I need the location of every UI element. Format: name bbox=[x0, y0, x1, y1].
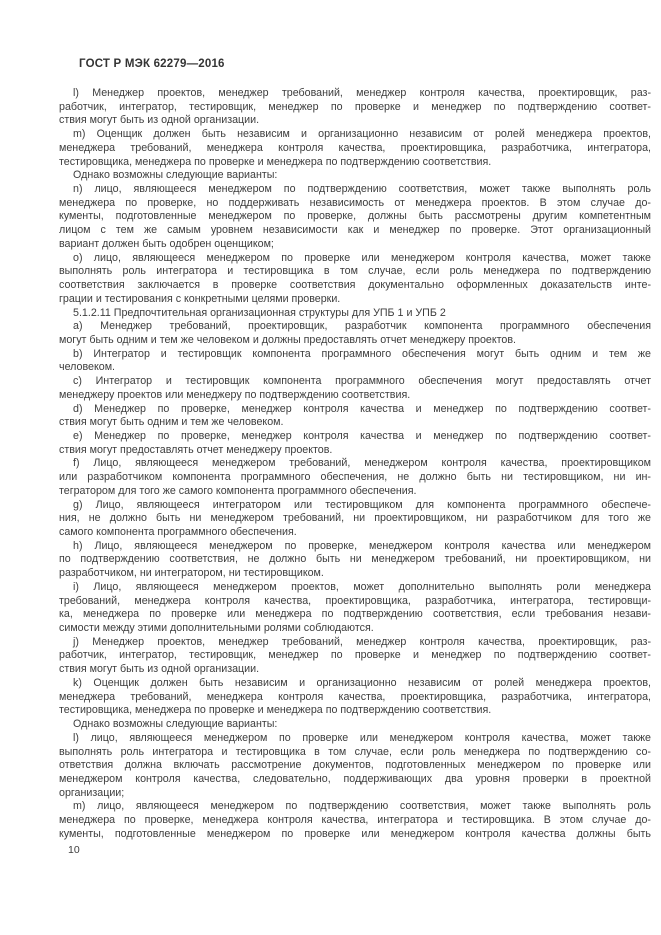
text-line: разработчиком, ни интегратором, ни тестировщиком. bbox=[59, 567, 324, 580]
text-line: могут быть одним и тем же человеком и должны предоставлять отчет менеджеру проектов. bbox=[59, 333, 516, 346]
text-line: a) Менеджер требований, проектировщик, разработчик компонента программного обеспечения bbox=[73, 320, 651, 333]
text-line: 5.1.2.11 Предпочтительная организационная структуры для УПБ 1 и УПБ 2 bbox=[73, 306, 446, 319]
text-line: работчик, интегратор, тестировщик, менеджер по проверке и менеджер по подтверждению соответ- bbox=[59, 649, 651, 662]
text-line: ствия могут быть одним и тем же человеком. bbox=[59, 416, 284, 429]
text-line: или разработчиком компонента программного обеспечения, не должно быть ни тестировщиком, ни ин- bbox=[59, 471, 651, 484]
text-line: o) лицо, являющееся менеджером по проверке или менеджером контроля качества, может также bbox=[73, 251, 651, 264]
text-line: выполнять роль интегратора и тестировщика в том случае, если роль менеджера по подтверждению bbox=[59, 265, 651, 278]
text-line: b) Интегратор и тестировщик компонента программного обеспечения могут быть одним и тем же bbox=[73, 347, 651, 360]
text-line: Однако возможны следующие варианты: bbox=[73, 169, 278, 182]
text-line: кументы, подготовленные менеджером по проверке, должны быть рассмотрены другим компетентным bbox=[59, 210, 651, 223]
text-line: f) Лицо, являющееся менеджером требований, менеджером контроля качества, проектировщиком bbox=[73, 457, 651, 470]
text-line: e) Менеджер по проверке, менеджер контроля качества и менеджер по подтверждению соответ- bbox=[73, 429, 651, 442]
text-line: k) Оценщик должен быть независим и организационно независим от ролей менеджера проектов, bbox=[73, 676, 651, 689]
text-line: ствия могут предоставлять отчет менеджеру проектов. bbox=[59, 443, 333, 456]
text-line: выполнять роль интегратора и тестировщика в том случае, если роль менеджера по подтверждению со- bbox=[59, 745, 651, 758]
text-line: менеджера по проверке, но поддерживать независимость от менеджера проектов. В этом случае до- bbox=[59, 196, 651, 209]
text-line: менеджера по проверке, менеджера контроля качества, интегратора и тестировщика. В этом случае до- bbox=[59, 814, 651, 827]
text-line: c) Интегратор и тестировщик компонента программного обеспечения могут предоставлять отчет bbox=[73, 375, 651, 388]
text-line: лицом с тем же самым уровнем независимости как и менеджер по проверке. Этот организационный bbox=[59, 224, 651, 237]
text-line: тегратором для того же самого компонента программного обеспечения. bbox=[59, 484, 417, 497]
text-line: человеком. bbox=[59, 361, 116, 374]
text-line: ствия могут быть из одной организации. bbox=[59, 114, 260, 127]
text-line: ния, не должно быть ни менеджером требований, ни проектировщиком, ни разработчиком для того же bbox=[59, 512, 651, 525]
text-line: менеджером контроля качества, следовательно, поддерживающих два уровня проверки в проектной bbox=[59, 772, 651, 785]
text-line: вариант должен быть одобрен оценщиком; bbox=[59, 237, 274, 250]
text-line: j) Менеджер проектов, менеджер требований, менеджер контроля качества, проектировщик, раз- bbox=[73, 635, 651, 648]
body-text bbox=[59, 87, 651, 842]
text-line: кументы, подготовленные менеджером по проверке или менеджером контроля качества должны быть bbox=[59, 827, 651, 840]
text-line: ответствия должна включать рассмотрение документов, подготовленных менеджером по проверке или bbox=[59, 759, 651, 772]
text-line: ствия могут быть из одной организации. bbox=[59, 663, 260, 676]
running-header: ГОСТ Р МЭК 62279—2016 bbox=[79, 58, 225, 70]
text-line: самого компонента программного обеспечения. bbox=[59, 526, 297, 538]
text-line: m) лицо, являющееся менеджером по подтверждению соответствия, может также выполнять роль bbox=[73, 800, 651, 813]
text-line: d) Менеджер по проверке, менеджер контроля качества и менеджер по подтверждению соответ- bbox=[73, 402, 651, 415]
text-line: требований, менеджера контроля качества, проектировщика, разработчика, интегратора, тестировщи- bbox=[59, 594, 651, 607]
text-line: ка, менеджера по проверке или менеджера по подтверждению соответствия, если требования незави- bbox=[59, 608, 651, 621]
text-line: по подтверждению соответствия, не должно быть ни менеджером требований, ни проектировщиком, ни bbox=[59, 553, 651, 566]
text-line: n) лицо, являющееся менеджером по подтверждению соответствия, может также выполнять роль bbox=[73, 183, 651, 196]
text-line: тестировщика, менеджера по проверке и менеджера по подтверждению соответствия. bbox=[59, 155, 492, 168]
text-line: соответствия заключается в проверке соответствия документально оформленных доказательств инте- bbox=[59, 279, 651, 292]
text-line: тестировщика, менеджера по проверке и менеджера по подтверждению соответствия. bbox=[59, 704, 492, 717]
text-line: работчик, интегратор, тестировщик, менеджер по проверке и менеджер по подтверждению соответ- bbox=[59, 100, 651, 113]
text-line: организации; bbox=[59, 786, 125, 799]
page-number: 10 bbox=[68, 844, 80, 856]
text-line: грации и тестирования с конкретными целями проверки. bbox=[59, 292, 341, 305]
text-line: Однако возможны следующие варианты: bbox=[73, 718, 278, 731]
text-line: менеджера требований, менеджера контроля качества, проектировщика, разработчика, интегратора, bbox=[59, 141, 651, 154]
text-line: g) Лицо, являющееся интегратором или тестировщиком для компонента программного обеспече- bbox=[73, 498, 651, 511]
text-line: i) Лицо, являющееся менеджером проектов, может дополнительно выполнять роли менеджера bbox=[73, 580, 651, 593]
text-line: l) Менеджер проектов, менеджер требований, менеджер контроля качества, проектировщик, раз- bbox=[73, 87, 651, 99]
text-line: m) Оценщик должен быть независим и организационно независим от ролей менеджера проектов, bbox=[73, 128, 651, 141]
text-line: менеджеру проектов или менеджеру по подтверждению соответствия. bbox=[59, 388, 411, 401]
text-line: h) Лицо, являющееся менеджером по проверке, менеджером контроля качества или менеджером bbox=[73, 539, 651, 552]
text-line: симости между этими дополнительными ролями соблюдаются. bbox=[59, 622, 374, 635]
text-line: менеджера требований, менеджера контроля качества, проектировщика, разработчика, интегратора, bbox=[59, 690, 651, 703]
text-line: l) лицо, являющееся менеджером по проверке или менеджером контроля качества, может также bbox=[73, 731, 651, 744]
